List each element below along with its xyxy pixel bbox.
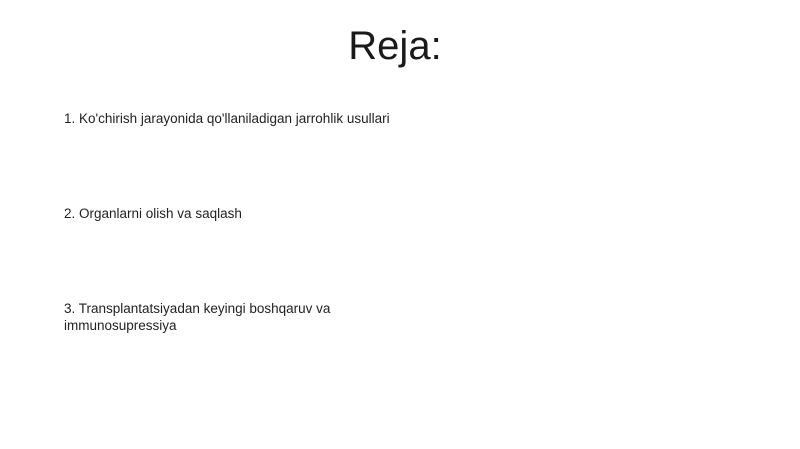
slide-title: Reja: — [348, 24, 442, 68]
agenda-item-2: 2. Organlarni olish va saqlash — [64, 206, 242, 221]
agenda-item-1: 1. Ko'chirish jarayonida qo'llaniladigan jarrohlik usullari — [64, 111, 390, 126]
agenda-item-3: 3. Transplantatsiyadan keyingi boshqaruv va immunosupressiya — [64, 301, 331, 333]
